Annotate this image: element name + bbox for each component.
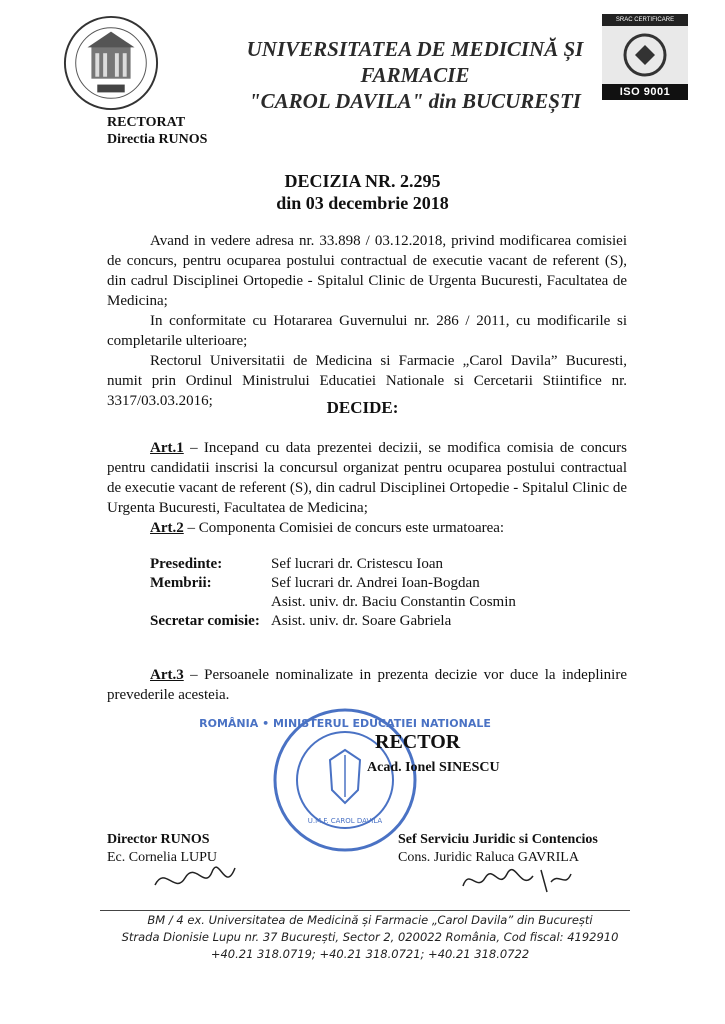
- preamble-paragraph-1: Avand in vedere adresa nr. 33.898 / 03.12.2018, privind modificarea comisiei de concurs, pentru ocuparea postului contractual de executie vacant de referent (S), din cadrul Disciplinei Ortopedie - Spitalul Clinic de Urgenta Bucuresti, Facultatea de Medicina;: [107, 233, 627, 309]
- signatory-right-title: Sef Serviciu Juridic si Contencios: [398, 832, 598, 847]
- stamp-outer-text: ROMÂNIA • MINISTERUL EDUCATIEI NATIONALE: [199, 717, 491, 730]
- university-name: [190, 36, 640, 114]
- article-2-label: Art.2: [150, 520, 184, 536]
- signatory-left-title: Director RUNOS: [107, 832, 210, 847]
- committee-secretary-role: Secretar comisie:: [150, 613, 260, 629]
- signatory-right-name: Cons. Juridic Raluca GAVRILA: [398, 850, 579, 865]
- cert-logo-icon: [602, 26, 688, 84]
- issuer-block: [107, 114, 207, 148]
- cert-badge-top-text: SRAC CERTIFICARE: [602, 14, 688, 26]
- university-name-line2: "CAROL DAVILA" din BUCUREȘTI: [249, 89, 581, 113]
- committee-president-name: Sef lucrari dr. Cristescu Ioan: [271, 556, 444, 572]
- footer-line-3: +40.21 318.0719; +40.21 318.0721; +40.21 318.0722: [210, 947, 530, 961]
- article-2-text: – Componenta Comisiei de concurs este urmatoarea:: [183, 520, 505, 536]
- article-2: [107, 518, 627, 538]
- committee-members-role: Membrii:: [150, 575, 212, 591]
- decision-number: DECIZIA NR. 2.295: [284, 171, 441, 191]
- rector-title: RECTOR: [375, 731, 461, 753]
- footer-line-1: BM / 4 ex. Universitatea de Medicină și Farmacie „Carol Davila” din București: [147, 913, 593, 927]
- article-3: [107, 665, 627, 705]
- footer-line-2: Strada Dionisie Lupu nr. 37 București, Sector 2, 020022 România, Cod fiscal: 4192910: [121, 930, 619, 944]
- issuer-line2: Directia RUNOS: [107, 132, 208, 147]
- issuer-line1: RECTORAT: [107, 115, 186, 130]
- preamble-paragraph-3: Rectorul Universitatii de Medicina si Farmacie „Carol Davila” Bucuresti, numit prin Ordinul Ministrului Educatiei Nationale si Cercetarii Stiintifice nr. 3317/03.03.2016;: [107, 353, 627, 409]
- committee-member-1: Sef lucrari dr. Andrei Ioan-Bogdan: [271, 575, 480, 591]
- article-3-text: – Persoanele nominalizate in prezenta decizie vor duce la indeplinire prevederile acesteia.: [107, 667, 627, 703]
- committee-member-2: Asist. univ. dr. Baciu Constantin Cosmin: [271, 594, 516, 610]
- preamble-paragraph-2: In conformitate cu Hotararea Guvernului nr. 286 / 2011, cu modificarile si completarile ulterioare;: [107, 313, 627, 349]
- signature-right-icon: [455, 862, 575, 898]
- article-1-text: – Incepand cu data prezentei decizii, se modifica comisia de concurs pentru candidatii inscrisi la concursul organizat pentru ocuparea postului contractual de executie vacant de referent (S), din cadrul Disciplinei Ortopedie - Spitalul Clinic de Urgenta Bucuresti, Facultatea de Medicina;: [107, 440, 627, 516]
- committee-secretary-name: Asist. univ. dr. Soare Gabriela: [271, 613, 452, 629]
- footer-divider: [100, 910, 630, 911]
- article-1-label: Art.1: [150, 440, 184, 456]
- article-1: [107, 438, 627, 518]
- decision-date: din 03 decembrie 2018: [276, 193, 449, 213]
- rector-name: Acad. Ionel SINESCU: [367, 760, 500, 775]
- cert-badge-label: ISO 9001: [602, 84, 688, 100]
- university-logo-icon: [62, 14, 160, 112]
- committee-president-role: Presedinte:: [150, 556, 223, 572]
- stamp-inner-text: U.M.F. CAROL DAVILA: [307, 817, 383, 825]
- decide-heading: DECIDE:: [326, 398, 399, 417]
- article-3-label: Art.3: [150, 667, 184, 683]
- signatory-left-name: Ec. Cornelia LUPU: [107, 850, 218, 865]
- university-name-line1: UNIVERSITATEA DE MEDICINĂ ȘI FARMACIE: [246, 37, 584, 87]
- signature-left-icon: [150, 860, 240, 900]
- iso-certification-badge: [602, 14, 688, 100]
